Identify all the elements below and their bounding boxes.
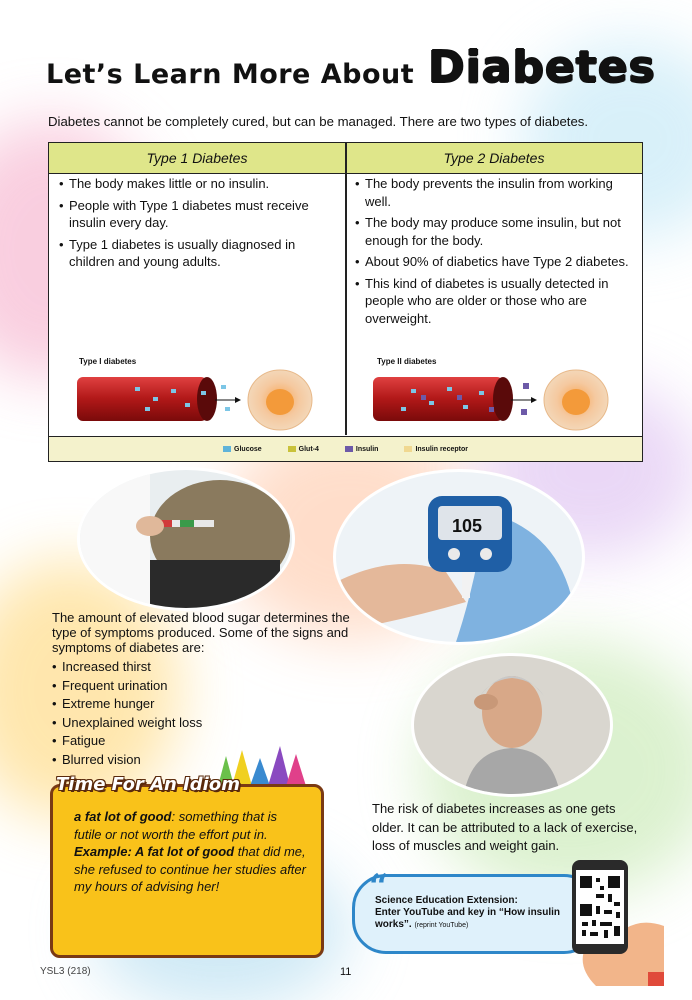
idiom-heading: Time For An Idiom: [56, 774, 240, 795]
list-item: • Type 1 diabetes is usually diagnosed in children and young adults.: [59, 236, 335, 271]
list-item: • Fatigue: [52, 732, 352, 751]
list-item: • People with Type 1 diabetes must receive insulin every day.: [59, 197, 335, 232]
idiom-example-label: Example: A fat lot of good: [74, 844, 235, 859]
legend-item: Insulin receptor: [404, 446, 468, 453]
type1-heading: Type 1 Diabetes: [49, 143, 345, 174]
idiom-definition: : something that is futile or not worth the effort put in.: [74, 809, 277, 842]
publication-code: YSL3 (218): [40, 966, 91, 977]
extension-body: Enter YouTube and key in “How insulin works”. (reprint YouTube): [375, 907, 561, 930]
type2-diagram-label: Type II diabetes: [377, 357, 437, 366]
list-item: • Increased thirst: [52, 658, 352, 677]
legend-item: Glucose: [223, 446, 262, 453]
type1-points: [59, 175, 335, 275]
list-item: • The body makes little or no insulin.: [59, 175, 335, 193]
idiom-box: [50, 772, 320, 954]
title-main: Diabetes: [428, 42, 656, 93]
idiom-phrase: a fat lot of good: [74, 809, 172, 824]
page-number: 11: [340, 966, 352, 978]
list-item: • Unexplained weight loss: [52, 714, 352, 733]
extension-heading: Science Education Extension:: [375, 895, 518, 906]
list-item: • This kind of diabetes is usually detected in people who are older or those who are overweight.: [355, 275, 631, 328]
diabetes-types-table: [48, 142, 643, 462]
list-item: • The body may produce some insulin, but not enough for the body.: [355, 214, 631, 249]
legend-item: Glut-4: [288, 446, 319, 453]
legend-item: Insulin: [345, 446, 379, 453]
type2-points: [355, 175, 631, 331]
idiom-example-text: that did me, she refused to continue her studies after my hours of advising her!: [74, 844, 306, 894]
list-item: • Extreme hunger: [52, 695, 352, 714]
list-item: • About 90% of diabetics have Type 2 diabetes.: [355, 253, 631, 271]
elderly-woman-photo: [414, 656, 610, 794]
meter-reading: 105: [452, 516, 483, 536]
list-item: • Frequent urination: [52, 677, 352, 696]
list-item: • Blurred vision: [52, 751, 352, 770]
intro-text: Diabetes cannot be completely cured, but can be managed. There are two types of diabetes.: [48, 114, 589, 129]
diagram-legend: [49, 436, 642, 461]
title-prefix: Let’s Learn More About: [46, 59, 415, 90]
risk-text: The risk of diabetes increases as one gets older. It can be attributed to a lack of exercise, loss of muscles and weight gain.: [372, 801, 638, 853]
glucose-meter-photo: [336, 472, 582, 642]
type2-heading: Type 2 Diabetes: [346, 143, 642, 174]
idiom-text: [74, 808, 306, 896]
table-divider: [345, 143, 347, 435]
type1-diagram-label: Type I diabetes: [79, 357, 137, 366]
type2-diagram: [371, 367, 621, 435]
quote-icon: “: [369, 867, 389, 907]
extension-credit: (reprint YouTube): [414, 922, 469, 929]
type1-diagram: [75, 367, 325, 435]
waist-measurement-photo: [80, 470, 292, 608]
page-title: [46, 42, 656, 93]
symptoms-intro: The amount of elevated blood sugar determines the type of symptoms produced. Some of the signs and symptoms of diabetes are:: [52, 610, 350, 655]
phone-qr-icon[interactable]: [556, 856, 664, 986]
list-item: • The body prevents the insulin from working well.: [355, 175, 631, 210]
